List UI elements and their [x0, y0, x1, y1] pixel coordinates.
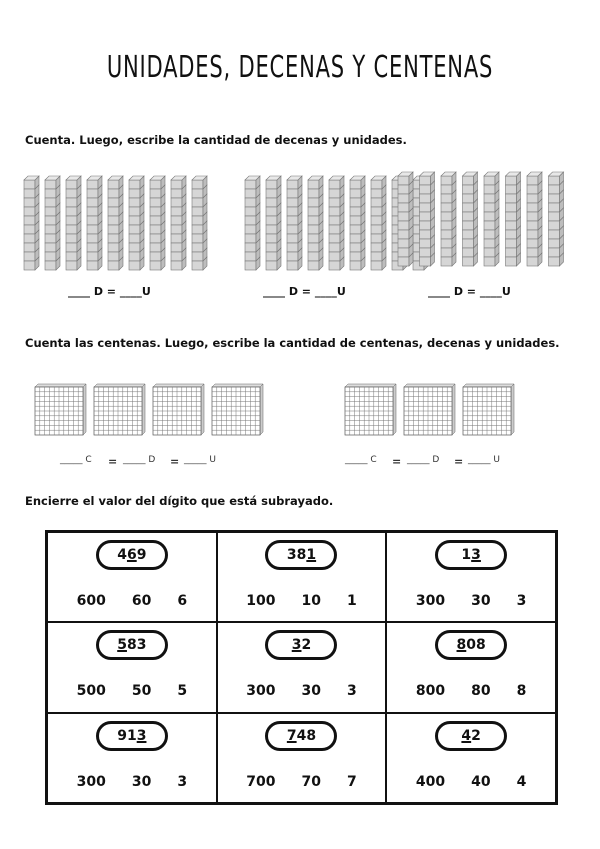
number-pill — [435, 721, 507, 751]
ten-rod — [150, 176, 165, 270]
value-options — [218, 774, 386, 790]
value-option[interactable]: 700 — [246, 773, 276, 790]
value-options — [48, 774, 216, 790]
answer-line-3[interactable]: ____ D = ____U — [428, 285, 511, 298]
number-pill — [96, 540, 168, 570]
ten-rod — [108, 176, 123, 270]
ten-rod — [441, 172, 456, 266]
value-option[interactable]: 60 — [131, 593, 152, 609]
value-option[interactable]: 8 — [516, 683, 527, 700]
value-option[interactable]: 3 — [516, 593, 527, 609]
value-options — [387, 683, 555, 699]
underlined-digit: 1 — [306, 547, 317, 563]
ten-rod — [308, 176, 323, 270]
digit: 1 — [461, 547, 472, 563]
value-option[interactable]: 30 — [301, 683, 321, 700]
instruction-2: Cuenta las centenas. Luego, escribe la cantidad de centenas, decenas y unidades. — [25, 336, 560, 350]
ten-rod — [506, 172, 521, 266]
underlined-digit: 4 — [461, 727, 472, 744]
value-option[interactable]: 300 — [415, 593, 446, 609]
ten-rod — [420, 172, 435, 266]
value-option[interactable]: 500 — [76, 683, 106, 700]
hundred-flat — [153, 384, 204, 435]
value-option[interactable]: 10 — [301, 593, 321, 609]
value-option[interactable]: 1 — [346, 593, 357, 609]
table-cell — [386, 713, 556, 803]
digit: 2 — [301, 637, 312, 654]
digit: 3 — [136, 637, 147, 654]
digit: 8 — [306, 727, 317, 744]
underlined-digit: 6 — [126, 547, 137, 563]
digit: 9 — [117, 727, 127, 744]
units-answer-2[interactable]: _____ U — [468, 455, 500, 465]
table-cell — [47, 713, 217, 803]
hundred-flat — [35, 384, 86, 435]
hundred-flat — [345, 384, 396, 435]
underlined-digit: 5 — [117, 637, 127, 654]
value-options — [218, 683, 386, 699]
value-options — [387, 774, 555, 790]
answer-line-1[interactable]: ____ D = ____U — [68, 285, 151, 298]
ten-rod — [245, 176, 260, 270]
value-options — [218, 593, 386, 609]
value-option[interactable]: 300 — [246, 683, 276, 700]
equals-sign: = — [170, 455, 180, 468]
number-pill — [265, 721, 337, 751]
digit: 8 — [476, 637, 486, 654]
value-option[interactable]: 100 — [246, 593, 276, 609]
value-option[interactable]: 7 — [346, 773, 357, 790]
value-option[interactable]: 30 — [471, 593, 491, 609]
digit: 4 — [296, 727, 307, 744]
units-answer-1[interactable]: _____ U — [184, 455, 216, 465]
value-option[interactable]: 50 — [131, 683, 152, 700]
table-cell — [386, 532, 556, 622]
number-pill — [265, 630, 337, 660]
table-cell — [47, 622, 217, 712]
instruction-1: Cuenta. Luego, escribe la cantidad de decenas y unidades. — [25, 133, 407, 147]
hundred-flat — [463, 384, 514, 435]
underlined-digit: 7 — [286, 727, 297, 744]
hundred-flat — [212, 384, 263, 435]
equals-sign: = — [108, 455, 118, 468]
value-option[interactable]: 300 — [76, 773, 106, 790]
number-pill — [96, 721, 168, 751]
number-pill — [435, 630, 507, 660]
ten-rod — [371, 176, 386, 270]
digit: 1 — [126, 727, 137, 744]
hundreds-answer-2[interactable]: _____ C — [345, 455, 377, 465]
underlined-digit: 3 — [136, 727, 147, 744]
underlined-digit: 3 — [291, 637, 302, 654]
equals-sign: = — [392, 455, 402, 468]
table-cell — [47, 532, 217, 622]
value-option[interactable]: 3 — [346, 683, 357, 700]
value-option[interactable]: 6 — [177, 593, 188, 609]
answer-line-2[interactable]: ____ D = ____U — [263, 285, 346, 298]
ten-rod — [266, 176, 281, 270]
value-option[interactable]: 30 — [131, 773, 152, 790]
hundreds-answer-1[interactable]: _____ C — [60, 455, 92, 465]
ten-rod — [527, 172, 542, 266]
ten-rod — [45, 176, 60, 270]
digit: 3 — [286, 547, 297, 563]
ten-rod — [549, 172, 564, 266]
ten-rod — [329, 176, 344, 270]
ten-rod — [398, 172, 413, 266]
ten-rod — [192, 176, 207, 270]
number-pill — [96, 630, 168, 660]
ten-rod — [24, 176, 39, 270]
tens-answer-2[interactable]: _____ D — [407, 455, 440, 465]
digit: 0 — [466, 637, 477, 654]
table-cell — [386, 622, 556, 712]
ten-rod — [463, 172, 478, 266]
digit: 4 — [117, 547, 127, 563]
instruction-3: Encierre el valor del dígito que está subrayado. — [25, 494, 334, 508]
value-option[interactable]: 4 — [516, 773, 527, 790]
number-pill — [435, 540, 507, 570]
underlined-digit: 8 — [456, 637, 467, 654]
ten-rod — [66, 176, 81, 270]
tens-answer-1[interactable]: _____ D — [123, 455, 156, 465]
value-option[interactable]: 800 — [415, 683, 446, 700]
value-option[interactable]: 400 — [415, 773, 446, 790]
value-option[interactable]: 5 — [177, 683, 188, 700]
digit: 9 — [136, 547, 147, 563]
ten-rod — [171, 176, 186, 270]
underlined-digit: 3 — [471, 547, 481, 563]
number-pill — [265, 540, 337, 570]
ten-rod — [129, 176, 144, 270]
ten-rod — [350, 176, 365, 270]
value-option[interactable]: 80 — [471, 683, 491, 700]
digit: 8 — [126, 637, 137, 654]
table-cell — [217, 622, 387, 712]
value-option[interactable]: 40 — [471, 773, 491, 790]
ten-rod — [484, 172, 499, 266]
digit: 2 — [471, 727, 481, 744]
digit: 8 — [296, 547, 307, 563]
equals-sign: = — [454, 455, 464, 468]
value-options — [387, 593, 555, 609]
page-title: UNIDADES, DECENAS Y CENTENAS — [106, 50, 494, 85]
value-options — [48, 593, 216, 609]
table-cell — [217, 713, 387, 803]
value-option[interactable]: 3 — [177, 773, 188, 790]
ten-rod — [287, 176, 302, 270]
value-options — [48, 683, 216, 699]
ten-rod — [87, 176, 102, 270]
value-option[interactable]: 70 — [301, 773, 321, 790]
value-option[interactable]: 600 — [76, 593, 106, 609]
place-value-table — [45, 530, 558, 805]
hundred-flat — [94, 384, 145, 435]
table-cell — [217, 532, 387, 622]
hundred-flat — [404, 384, 455, 435]
